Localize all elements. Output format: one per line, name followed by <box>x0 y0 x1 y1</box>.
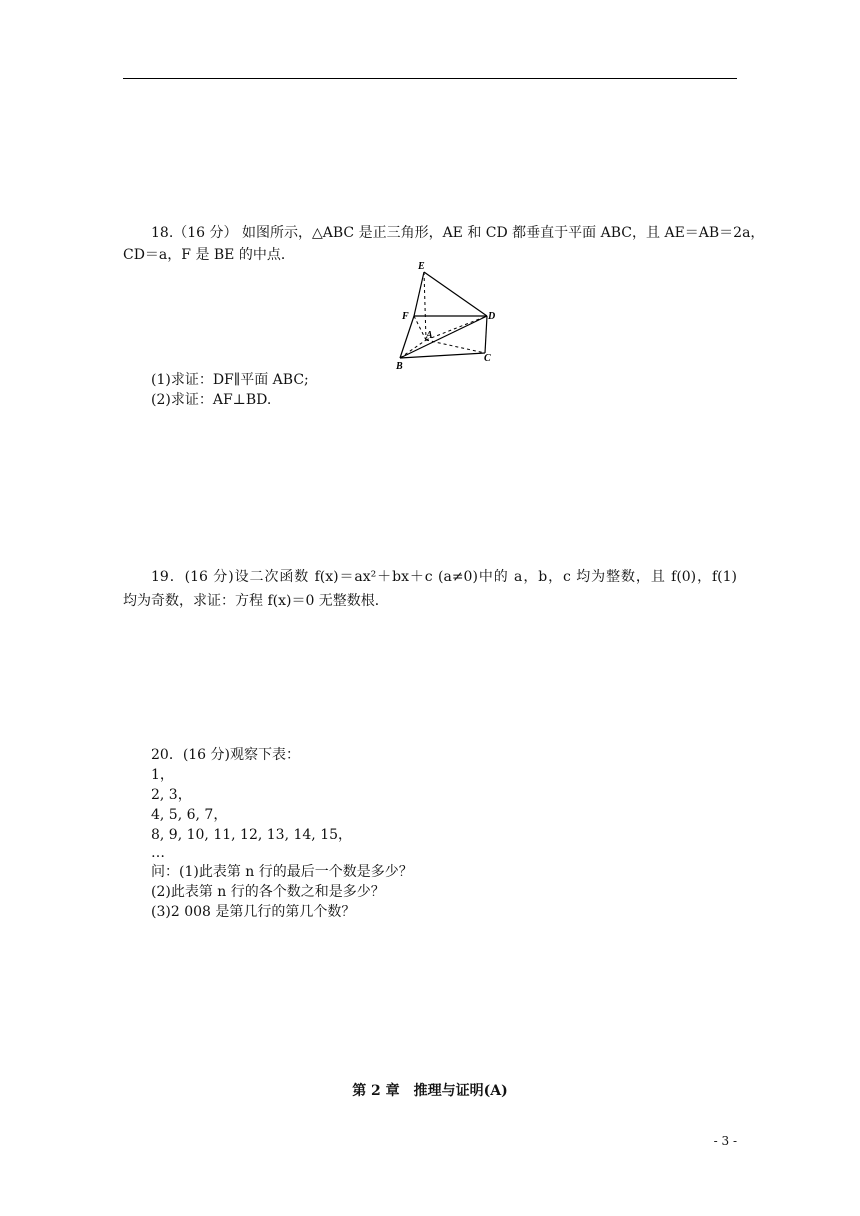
label-F: F <box>402 311 409 322</box>
edge-BD <box>400 316 487 358</box>
q19-line2: 均为奇数，求证：方程 f(x)＝0 无整数根． <box>123 593 389 609</box>
q18-part2: (2)求证：AF⊥BD. <box>151 392 272 408</box>
q20-row: 8, 9, 10, 11, 12, 13, 14, 15， <box>151 827 353 843</box>
label-C: C <box>484 353 491 364</box>
q18-line1: 18.（16 分） 如图所示，△ABC 是正三角形，AE 和 CD 都垂直于平面 ABC，且 AE＝AB＝2a， <box>151 225 765 241</box>
edge-BC <box>400 353 485 358</box>
edge-DC <box>485 316 487 353</box>
edge-AD <box>426 316 487 340</box>
label-B: B <box>396 361 403 372</box>
label-E: E <box>418 261 425 272</box>
q20-question: (2)此表第 n 行的各个数之和是多少？ <box>151 884 385 900</box>
header-rule <box>123 78 737 79</box>
edge-EF <box>414 272 424 316</box>
q20-intro: 20．(16 分)观察下表： <box>151 747 301 763</box>
q20-row-ellipsis: … <box>151 845 165 861</box>
edge-ED <box>424 272 487 316</box>
q18-line2: CD＝a，F 是 BE 的中点． <box>123 247 295 263</box>
q20-row: 4, 5, 6, 7， <box>151 807 228 823</box>
q20-question: 问：(1)此表第 n 行的最后一个数是多少？ <box>151 864 413 880</box>
edge-BA <box>400 340 426 358</box>
label-A: A <box>426 330 433 341</box>
label-D: D <box>488 311 496 322</box>
q20-row: 2, 3， <box>151 787 192 803</box>
edge-FA <box>414 316 426 340</box>
q20-row: 1， <box>151 767 174 783</box>
page-number: - 3 - <box>713 1134 737 1148</box>
q18-part1: (1)求证：DF∥平面 ABC; <box>151 372 309 388</box>
edge-AC <box>426 340 485 353</box>
q19-line1: 19．(16 分)设二次函数 f(x)＝ax²＋bx＋c (a≠0)中的 a，b，c 均为整数，且 f(0)，f(1) <box>151 569 737 585</box>
chapter-heading: 第 2 章 推理与证明(A) <box>352 1083 508 1099</box>
geometry-figure <box>388 258 500 372</box>
q20-question: (3)2 008 是第几行的第几个数？ <box>151 904 356 920</box>
